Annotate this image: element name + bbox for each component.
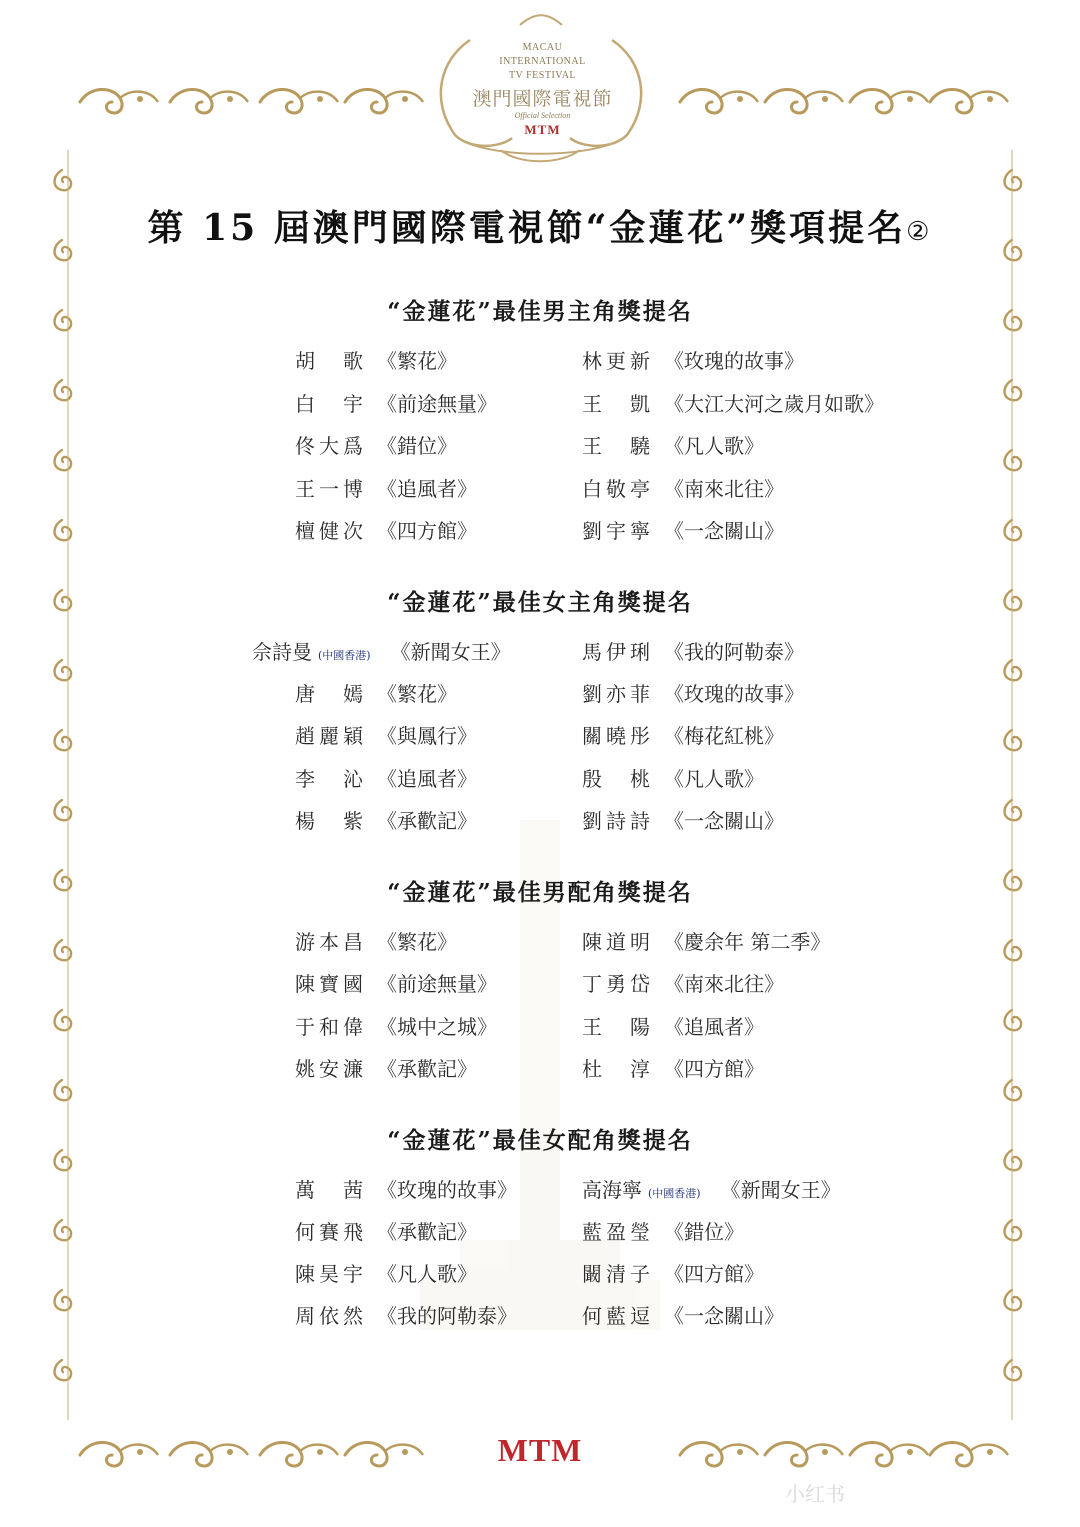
- nominee-entry: [582, 430, 764, 459]
- nominee-work: 《一念關山》: [664, 809, 784, 833]
- nominee-entry: [582, 1258, 764, 1287]
- nominee-entry: [582, 636, 804, 665]
- nominee-name: 闞清子: [582, 1262, 650, 1286]
- nominee-entry: [295, 1216, 477, 1245]
- nominee-entry: [582, 473, 784, 502]
- nominee-entry: [295, 678, 457, 707]
- nominee-work: 《凡人歌》: [377, 1262, 477, 1286]
- nominee-name: 白宇: [295, 392, 363, 416]
- nominee-name: 姚安濂: [295, 1057, 363, 1081]
- festival-logo: [430, 22, 655, 152]
- nominee-name: 白敬亭: [582, 477, 650, 501]
- nominee-work: 《與鳳行》: [377, 724, 477, 748]
- nominee-entry: [295, 805, 477, 834]
- nominee-work: 《我的阿勒泰》: [664, 640, 804, 664]
- section-heading-best-supporting-actress: “金蓮花”最佳女配角獎提名: [387, 1127, 693, 1154]
- nominee-work: 《一念關山》: [664, 1304, 784, 1328]
- nominee-entry: [295, 763, 477, 792]
- section-heading-best-actor: “金蓮花”最佳男主角獎提名: [387, 298, 693, 325]
- nominee-work: 《四方館》: [377, 519, 477, 543]
- nominee-name: 楊紫: [295, 809, 363, 833]
- nominee-work: 《四方館》: [664, 1262, 764, 1286]
- nominee-work: 《前途無量》: [377, 972, 497, 996]
- nominee-name: 趙麗穎: [295, 724, 363, 748]
- nominee-region: (中國香港): [318, 649, 371, 662]
- nominee-entry: [295, 1174, 517, 1203]
- nominee-entry: [295, 473, 477, 502]
- nominee-entry: [582, 926, 830, 955]
- nominee-entry: [582, 515, 784, 544]
- nominee-work: 《玫瑰的故事》: [664, 682, 804, 706]
- nominee-name: 胡歌: [295, 349, 363, 373]
- section-heading-best-supporting-actor: “金蓮花”最佳男配角獎提名: [387, 879, 693, 906]
- nominee-work: 《前途無量》: [377, 392, 497, 416]
- nominee-work: 《新聞女王》: [720, 1178, 841, 1202]
- logo-brand: MTM: [524, 122, 561, 137]
- nominee-entry: [295, 1300, 517, 1329]
- logo-line-tv-festival: TV FESTIVAL: [508, 70, 577, 81]
- nominee-entry: [295, 968, 497, 997]
- nominee-entry: [582, 720, 784, 749]
- logo-line-international: INTERNATIONAL: [499, 56, 586, 67]
- nominee-work: 《四方館》: [664, 1057, 764, 1081]
- nominee-entry: [582, 1011, 764, 1040]
- nominee-name: 周依然: [295, 1304, 363, 1328]
- nominee-work: 《追風者》: [377, 767, 477, 791]
- nominee-name: 王陽: [582, 1015, 650, 1039]
- nominee-name: 游本昌: [295, 930, 363, 954]
- nominee-name: 檀健次: [295, 519, 363, 543]
- left-border-ornament: [55, 150, 72, 1420]
- nominee-work: 《慶余年 第二季》: [664, 930, 831, 954]
- nominee-name: 陳寶國: [295, 972, 363, 996]
- page-title: [0, 200, 1080, 251]
- nominee-name: 何賽飛: [295, 1220, 363, 1244]
- footer-brand-logo: MTM: [497, 1432, 583, 1468]
- nominee-name: 丁勇岱: [582, 972, 650, 996]
- nominee-work: 《南來北往》: [664, 477, 784, 501]
- watermark-text: 小红书: [785, 1482, 845, 1506]
- page-title-text: 第 15 屆澳門國際電視節“金蓮花”獎項提名: [147, 207, 907, 249]
- nominee-name: 藍盈瑩: [582, 1220, 650, 1244]
- nominee-name: 于和偉: [295, 1015, 363, 1039]
- nominee-entry: [582, 1216, 744, 1245]
- nominee-entry: [295, 1258, 477, 1287]
- nominee-name: 王一博: [295, 477, 363, 501]
- right-border-ornament: [1005, 150, 1022, 1420]
- nominee-entry: [295, 345, 457, 374]
- nominee-name: 陳道明: [582, 930, 650, 954]
- nominee-entry: [295, 430, 457, 459]
- nominee-entry: [582, 805, 784, 834]
- nominee-name: 佟大爲: [295, 434, 363, 458]
- section-heading-best-actress: “金蓮花”最佳女主角獎提名: [387, 589, 693, 616]
- nominee-name: 杜淳: [582, 1057, 650, 1081]
- nominee-work: 《南來北往》: [664, 972, 784, 996]
- nominee-work: 《我的阿勒泰》: [377, 1304, 517, 1328]
- nominee-work: 《凡人歌》: [664, 434, 764, 458]
- nominee-name: 萬茜: [295, 1178, 363, 1202]
- nominee-name: 唐嫣: [295, 682, 363, 706]
- nominee-work: 《玫瑰的故事》: [664, 349, 804, 373]
- nominee-entry: [295, 720, 477, 749]
- nominee-work: 《追風者》: [664, 1015, 764, 1039]
- nominee-entry: [582, 1300, 784, 1329]
- nominee-entry: [295, 515, 477, 544]
- nominee-work: 《繁花》: [377, 349, 457, 373]
- nominee-name: 劉詩詩: [582, 809, 650, 833]
- nominee-name: 王驍: [582, 434, 650, 458]
- nominee-entry: [295, 1053, 477, 1082]
- nominee-work: 《凡人歌》: [664, 767, 764, 791]
- nominee-work: 《承歡記》: [377, 809, 477, 833]
- nominee-name: 佘詩曼: [252, 640, 312, 664]
- nominee-name: 何藍逗: [582, 1304, 650, 1328]
- nominee-entry: [582, 968, 784, 997]
- nominee-name: 殷桃: [582, 767, 650, 791]
- nominee-name: 王凱: [582, 392, 650, 416]
- nominee-name: 劉宇寧: [582, 519, 650, 543]
- nominee-name: 馬伊琍: [582, 640, 650, 664]
- nominee-entry: [582, 1053, 764, 1082]
- nominee-work: 《錯位》: [377, 434, 457, 458]
- nominee-work: 《繁花》: [377, 930, 457, 954]
- nominee-name: 關曉彤: [582, 724, 650, 748]
- nominee-work: 《承歡記》: [377, 1057, 477, 1081]
- nominee-entry: [295, 1011, 497, 1040]
- nominee-name: 劉亦菲: [582, 682, 650, 706]
- nominee-name: 高海寧: [582, 1178, 642, 1202]
- nominee-work: 《大江大河之歲月如歌》: [664, 392, 884, 416]
- nominee-work: 《繁花》: [377, 682, 457, 706]
- nominee-work: 《玫瑰的故事》: [377, 1178, 517, 1202]
- nominee-entry: [252, 636, 511, 665]
- nominee-entry: [295, 926, 457, 955]
- nominee-entry: [295, 388, 497, 417]
- nominee-work: 《承歡記》: [377, 1220, 477, 1244]
- nominee-entry: [582, 1174, 841, 1203]
- nominee-work: 《追風者》: [377, 477, 477, 501]
- logo-line-macau: MACAU: [522, 42, 563, 53]
- logo-chinese-name: 澳門國際電視節: [472, 89, 613, 110]
- nominee-work: 《新聞女王》: [390, 640, 511, 664]
- nominee-entry: [582, 763, 764, 792]
- nominee-region: (中國香港): [648, 1187, 701, 1200]
- nominee-work: 《城中之城》: [377, 1015, 497, 1039]
- nominee-entry: [582, 678, 804, 707]
- logo-subtitle: Official Selection: [514, 111, 571, 120]
- nominee-name: 林更新: [582, 349, 650, 373]
- page-title-mark: ②: [906, 217, 933, 247]
- nominee-name: 陳昊宇: [295, 1262, 363, 1286]
- nominee-work: 《一念關山》: [664, 519, 784, 543]
- nominee-entry: [582, 388, 884, 417]
- nominee-entry: [582, 345, 804, 374]
- nominee-work: 《梅花紅桃》: [664, 724, 784, 748]
- nominee-name: 李沁: [295, 767, 363, 791]
- nominee-work: 《錯位》: [664, 1220, 744, 1244]
